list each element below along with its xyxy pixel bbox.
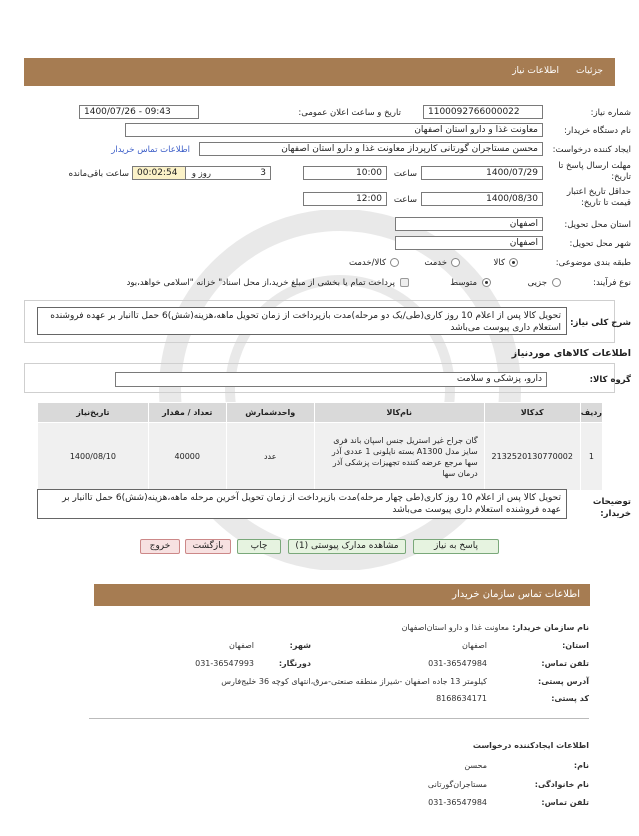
general-desc-label: شرح کلی نیاز: [570,318,631,328]
first-name-label: نام: [573,761,589,770]
org-label: نام سازمان خریدار: [512,623,589,632]
buyer-desc-text: تحویل کالا پس از اعلام 10 روز کاری(طی چهار مرحله)مدت بازپرداخت از زمان تحویل آخرین مرحله ماهه،هزینه(شش)6 حمل تاانبار بر عهده فروشنده استعلام داری پیوست می‌باشد [37,489,567,519]
treasury-payment-checkbox[interactable] [400,278,409,287]
province-field[interactable]: اصفهان [395,217,543,231]
creator-phone-value: 031-36547984 [428,798,487,807]
deadline-label: مهلت ارسال پاسخ تا تاریخ: [558,161,631,182]
category-label: طبقه بندی موضوعی: [555,258,631,268]
need-number-field[interactable]: 1100092766000022 [423,105,543,119]
fax-value: 031-36547993 [195,659,254,668]
process-label: نوع فرآیند: [593,278,631,288]
cell-code: 2132520130770002 [484,423,580,491]
buyer-label: نام دستگاه خریدار: [564,126,631,136]
postal-value: 8168634171 [436,694,487,703]
city-contact-value: اصفهان [228,641,254,650]
cell-qty: 40000 [148,423,226,491]
validity-label: حداقل تاریخ اعتبار قیمت تا تاریخ: [566,187,631,208]
phone-value: 031-36547984 [428,659,487,668]
validity-date-field[interactable]: 1400/08/30 [421,192,543,206]
creator-info-title: اطلاعات ایجادکننده درخواست [472,741,589,750]
city-field[interactable]: اصفهان [395,236,543,250]
fax-label: دورنگار: [278,659,311,668]
col-code: کدکالا [484,403,580,423]
deadline-time-field[interactable]: 10:00 [303,166,387,180]
group-field[interactable]: دارو، پزشکی و سلامت [115,372,547,387]
creator-label: ایجاد کننده درخواست: [552,145,631,155]
remaining-label: ساعت باقی‌مانده [68,169,129,179]
category-goods-label: کالا [493,258,505,268]
postal-label: کد پستی: [551,694,589,703]
buyer-desc-label: توضیحات خریدار: [592,497,631,519]
reply-button[interactable]: پاسخ به نیاز [413,539,499,554]
phone-label: تلفن تماس: [541,659,589,668]
address-label: آدرس پستی: [538,677,589,686]
city-contact-label: شهر: [289,641,311,650]
creator-phone-label: تلفن تماس: [541,798,589,807]
buyer-field[interactable]: معاونت غذا و دارو استان اصفهان [125,123,543,137]
group-label: گروه کالا: [589,375,631,385]
deadline-date-field[interactable]: 1400/07/29 [421,166,543,180]
province-label: استان محل تحویل: [564,220,631,230]
deadline-time-label: ساعت [393,169,417,179]
days-label: روز و [191,169,211,179]
validity-time-label: ساعت [393,195,417,205]
address-value: کیلومتر 13 جاده اصفهان -شیراز منطقه صنعتی-مرق،انتهای کوچه 36 خلیج‌فارس [221,677,487,686]
remaining-time-field: 00:02:54 [132,166,186,180]
city-label: شهر محل تحویل: [569,239,631,249]
process-partial-label: جزیی [527,278,547,288]
category-service-radio[interactable] [451,258,460,267]
process-medium-radio[interactable] [482,278,491,287]
tab-details[interactable]: جزئیات [576,66,603,76]
category-both-label: کالا/خدمت [349,258,386,268]
announce-field[interactable]: 1400/07/26 - 09:43 [79,105,199,119]
col-name: نام‌کالا [314,403,484,423]
category-both-radio[interactable] [390,258,399,267]
need-number-label: شماره نیاز: [590,108,631,118]
process-partial-radio[interactable] [552,278,561,287]
last-name-label: نام خانوادگی: [534,780,589,789]
back-button[interactable]: بازگشت [185,539,231,554]
cell-date: 1400/08/10 [38,423,149,491]
cell-name: گان جراح غیر استریل جنس اسپان باند فری سایز مدل A1300 بسته نایلونی 1 عددی آذر سها مرجع عرضه کننده تجهیزات پزشکی آذر درمان سها [314,423,484,491]
org-value: معاونت غذا و دارو استان‌اصفهان [401,623,509,632]
province-contact-value: اصفهان [461,641,487,650]
general-desc-text: تحویل کالا پس از اعلام 10 روز کاری(طی/یک دو مرحله)مدت بازپرداخت از زمان تحویل ماهه،هزینه(شش)6 حمل تاانبار بر عهده فروشنده استعلام داری پیوست می‌باشد [37,307,567,335]
province-contact-label: استان: [562,641,589,650]
header-bar [24,58,615,86]
col-row: ردیف [580,403,602,423]
last-name-value: مستاجران‌گورتانی [427,780,487,789]
exit-button[interactable]: خروج [140,539,180,554]
table-header-row [38,403,603,423]
goods-info-title: اطلاعات کالاهای موردنیاز [511,348,631,359]
first-name-value: محسن [464,761,487,770]
items-table [37,402,603,491]
col-qty: تعداد / مقدار [148,403,226,423]
contact-divider [89,718,589,719]
buyer-contact-link[interactable]: اطلاعات تماس خریدار [111,145,190,155]
print-button[interactable]: چاپ [237,539,281,554]
cell-row: 1 [580,423,602,491]
treasury-payment-note: پرداخت تمام یا بخشی از مبلغ خرید،از محل اسناد" خزانه "اسلامی خواهد،بود [126,278,395,288]
process-medium-label: متوسط [450,278,477,288]
days-field[interactable]: 3 [169,166,271,180]
validity-time-field[interactable]: 12:00 [303,192,387,206]
col-unit: واحدشمارش [226,403,314,423]
col-date: تاریخ‌نیاز [38,403,149,423]
category-service-label: خدمت [424,258,447,268]
table-row[interactable] [38,423,603,491]
creator-field[interactable]: محسن مستاجران گورتانی کارپرداز معاونت غذا و دارو استان اصفهان [199,142,543,156]
attachments-button[interactable]: مشاهده مدارک پیوستی (1) [288,539,406,554]
tab-need-info[interactable]: اطلاعات نیاز [512,66,559,76]
contact-header: اطلاعات تماس سازمان خریدار [94,584,590,606]
announce-label: تاریخ و ساعت اعلان عمومی: [298,108,401,118]
category-goods-radio[interactable] [509,258,518,267]
cell-unit: عدد [226,423,314,491]
